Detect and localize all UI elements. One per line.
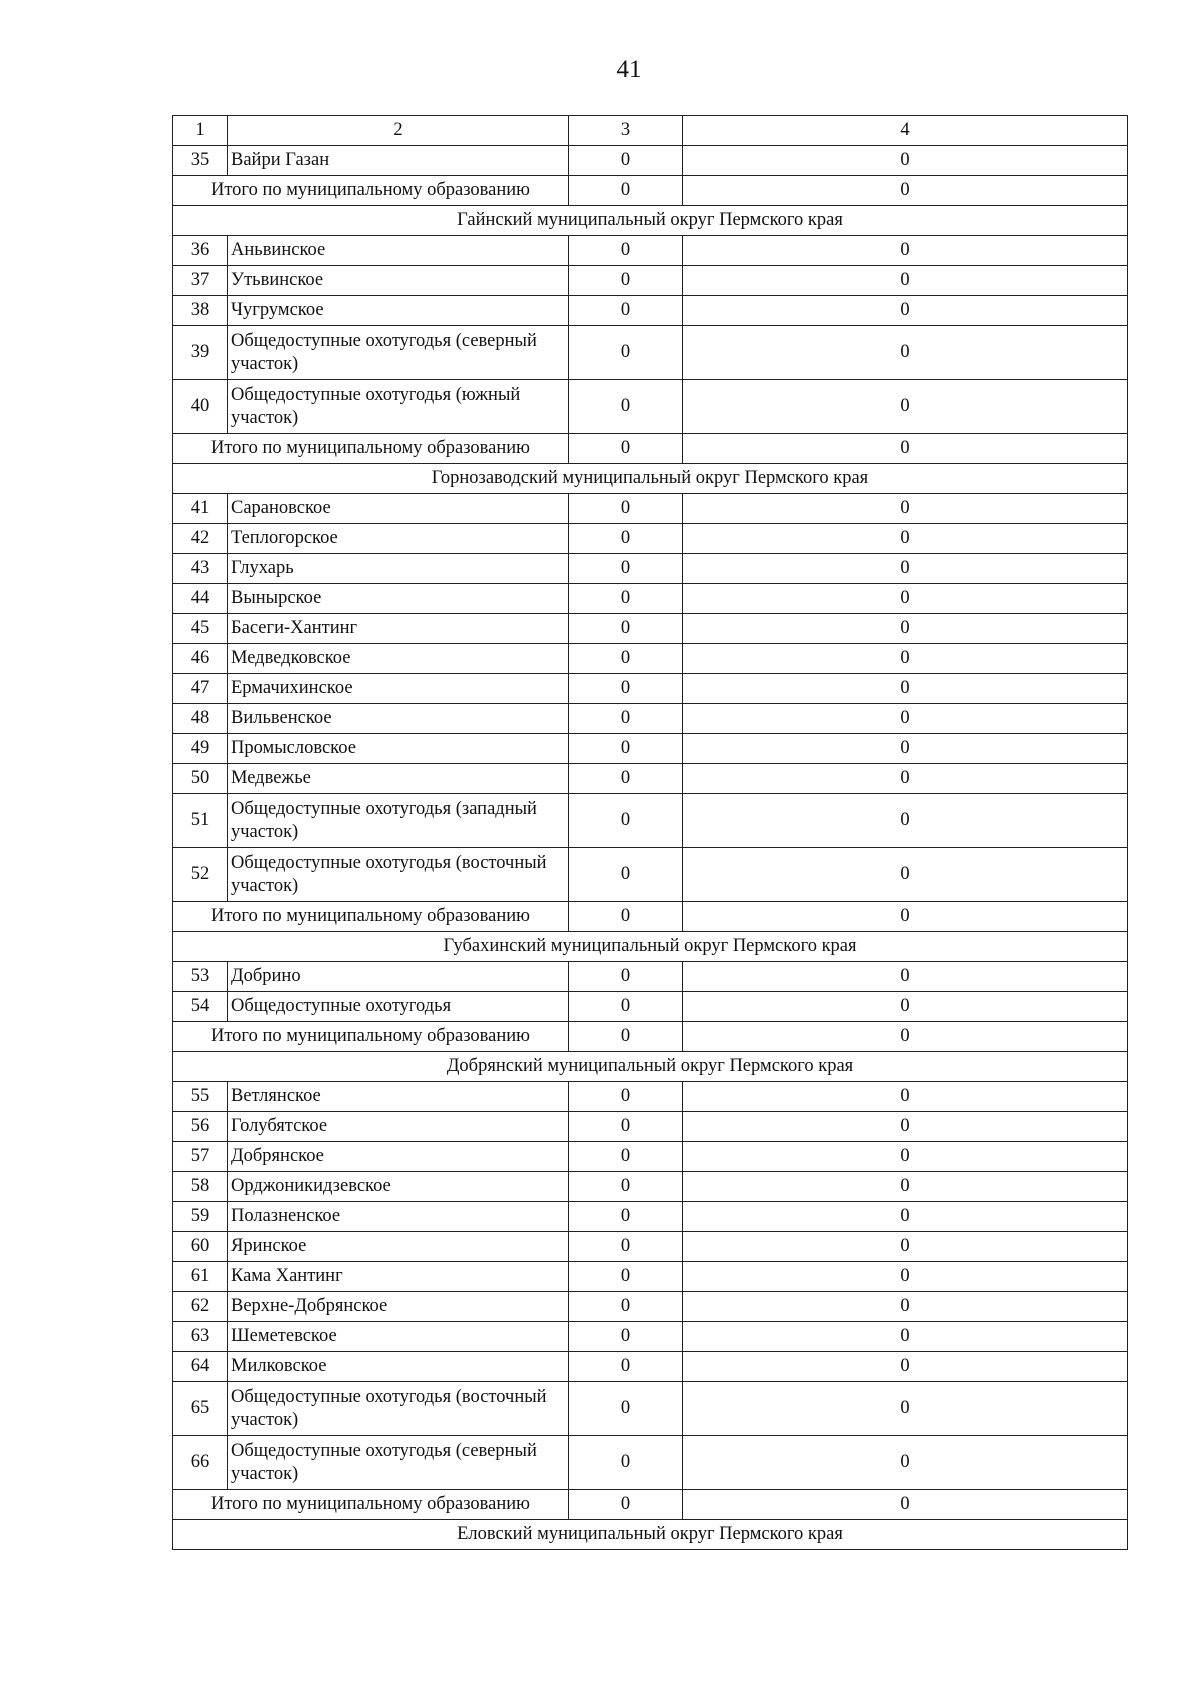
table-row (173, 554, 1128, 584)
row-value-col3: 0 (569, 764, 683, 794)
row-value-col3: 0 (569, 848, 683, 902)
row-value-col4: 0 (683, 704, 1128, 734)
header-col-2: 2 (228, 116, 569, 146)
table-row (173, 992, 1128, 1022)
row-name: Сарановское (228, 494, 569, 524)
row-value-col3: 0 (569, 1322, 683, 1352)
row-number: 49 (173, 734, 228, 764)
row-value-col3: 0 (569, 494, 683, 524)
row-name: Аньвинское (228, 236, 569, 266)
table-row (173, 764, 1128, 794)
row-number: 63 (173, 1322, 228, 1352)
row-value-col3: 0 (569, 1172, 683, 1202)
row-name: Ветлянское (228, 1082, 569, 1112)
table-row (173, 614, 1128, 644)
row-value-col4: 0 (683, 554, 1128, 584)
row-value-col4: 0 (683, 794, 1128, 848)
row-name: Медведковское (228, 644, 569, 674)
row-value-col3: 0 (569, 326, 683, 380)
row-value-col4: 0 (683, 1352, 1128, 1382)
row-value-col4: 0 (683, 1382, 1128, 1436)
section-title: Горнозаводский муниципальный округ Пермского края (173, 464, 1128, 494)
table-row (173, 674, 1128, 704)
hunting-grounds-table (172, 115, 1128, 1550)
row-number: 41 (173, 494, 228, 524)
row-value-col3: 0 (569, 1142, 683, 1172)
total-value-col4: 0 (683, 434, 1128, 464)
row-number: 46 (173, 644, 228, 674)
row-number: 60 (173, 1232, 228, 1262)
row-name: Глухарь (228, 554, 569, 584)
row-value-col3: 0 (569, 734, 683, 764)
total-value-col3: 0 (569, 1022, 683, 1052)
row-value-col3: 0 (569, 146, 683, 176)
row-name: Кама Хантинг (228, 1262, 569, 1292)
row-number: 58 (173, 1172, 228, 1202)
row-name: Общедоступные охотугодья (228, 992, 569, 1022)
row-name: Вынырское (228, 584, 569, 614)
header-col-4: 4 (683, 116, 1128, 146)
row-value-col3: 0 (569, 1352, 683, 1382)
row-value-col4: 0 (683, 1172, 1128, 1202)
row-value-col4: 0 (683, 614, 1128, 644)
table-row (173, 1172, 1128, 1202)
row-name: Промысловское (228, 734, 569, 764)
row-value-col4: 0 (683, 236, 1128, 266)
total-label: Итого по муниципальному образованию (173, 434, 569, 464)
row-number: 40 (173, 380, 228, 434)
row-number: 53 (173, 962, 228, 992)
row-value-col3: 0 (569, 236, 683, 266)
table-row (173, 1262, 1128, 1292)
row-value-col4: 0 (683, 734, 1128, 764)
row-value-col4: 0 (683, 146, 1128, 176)
table-row (173, 1436, 1128, 1490)
row-value-col4: 0 (683, 1436, 1128, 1490)
row-number: 56 (173, 1112, 228, 1142)
table-row (173, 1202, 1128, 1232)
total-value-col4: 0 (683, 1022, 1128, 1052)
table-row (173, 1112, 1128, 1142)
row-value-col4: 0 (683, 1202, 1128, 1232)
table-row (173, 794, 1128, 848)
total-value-col3: 0 (569, 434, 683, 464)
row-value-col4: 0 (683, 524, 1128, 554)
section-header-row (173, 464, 1128, 494)
row-value-col4: 0 (683, 296, 1128, 326)
row-number: 44 (173, 584, 228, 614)
row-number: 36 (173, 236, 228, 266)
row-name: Общедоступные охотугодья (западный участок) (228, 794, 569, 848)
total-label: Итого по муниципальному образованию (173, 1490, 569, 1520)
row-number: 47 (173, 674, 228, 704)
row-value-col3: 0 (569, 704, 683, 734)
row-number: 35 (173, 146, 228, 176)
row-name: Чугрумское (228, 296, 569, 326)
table-body (173, 116, 1128, 1550)
total-value-col4: 0 (683, 176, 1128, 206)
row-name: Общедоступные охотугодья (восточный участок) (228, 1382, 569, 1436)
row-name: Медвежье (228, 764, 569, 794)
row-name: Вайри Газан (228, 146, 569, 176)
total-row (173, 434, 1128, 464)
row-value-col3: 0 (569, 524, 683, 554)
table-row (173, 1142, 1128, 1172)
table-row (173, 704, 1128, 734)
total-label: Итого по муниципальному образованию (173, 176, 569, 206)
row-value-col3: 0 (569, 1436, 683, 1490)
total-row (173, 1490, 1128, 1520)
row-name: Голубятское (228, 1112, 569, 1142)
row-value-col3: 0 (569, 554, 683, 584)
row-number: 64 (173, 1352, 228, 1382)
row-value-col3: 0 (569, 1292, 683, 1322)
table-row (173, 266, 1128, 296)
row-name: Утьвинское (228, 266, 569, 296)
row-number: 59 (173, 1202, 228, 1232)
row-value-col3: 0 (569, 794, 683, 848)
section-header-row (173, 206, 1128, 236)
section-title: Добрянский муниципальный округ Пермского края (173, 1052, 1128, 1082)
row-number: 45 (173, 614, 228, 644)
total-row (173, 902, 1128, 932)
row-value-col4: 0 (683, 992, 1128, 1022)
row-number: 42 (173, 524, 228, 554)
section-title: Еловский муниципальный округ Пермского края (173, 1520, 1128, 1550)
table-header-row (173, 116, 1128, 146)
row-value-col4: 0 (683, 674, 1128, 704)
row-value-col4: 0 (683, 494, 1128, 524)
section-title: Гайнский муниципальный округ Пермского края (173, 206, 1128, 236)
table-row (173, 734, 1128, 764)
section-header-row (173, 1052, 1128, 1082)
row-value-col4: 0 (683, 584, 1128, 614)
total-value-col3: 0 (569, 176, 683, 206)
row-value-col3: 0 (569, 266, 683, 296)
row-name: Ермачихинское (228, 674, 569, 704)
row-name: Теплогорское (228, 524, 569, 554)
section-title: Губахинский муниципальный округ Пермского края (173, 932, 1128, 962)
row-number: 61 (173, 1262, 228, 1292)
row-value-col3: 0 (569, 674, 683, 704)
row-value-col3: 0 (569, 1112, 683, 1142)
row-number: 54 (173, 992, 228, 1022)
row-number: 39 (173, 326, 228, 380)
row-number: 38 (173, 296, 228, 326)
row-name: Общедоступные охотугодья (восточный участок) (228, 848, 569, 902)
table-row (173, 494, 1128, 524)
table-row (173, 524, 1128, 554)
row-value-col4: 0 (683, 1082, 1128, 1112)
row-value-col3: 0 (569, 962, 683, 992)
table-row (173, 236, 1128, 266)
row-value-col4: 0 (683, 764, 1128, 794)
row-number: 66 (173, 1436, 228, 1490)
row-number: 50 (173, 764, 228, 794)
total-label: Итого по муниципальному образованию (173, 902, 569, 932)
table-row (173, 1232, 1128, 1262)
total-value-col4: 0 (683, 902, 1128, 932)
page-number: 41 (616, 56, 642, 83)
row-value-col3: 0 (569, 644, 683, 674)
row-name: Добрянское (228, 1142, 569, 1172)
table-row (173, 584, 1128, 614)
row-number: 55 (173, 1082, 228, 1112)
row-number: 62 (173, 1292, 228, 1322)
row-value-col4: 0 (683, 266, 1128, 296)
total-row (173, 176, 1128, 206)
row-value-col4: 0 (683, 326, 1128, 380)
row-value-col3: 0 (569, 614, 683, 644)
row-value-col3: 0 (569, 1232, 683, 1262)
row-value-col4: 0 (683, 848, 1128, 902)
table-row (173, 962, 1128, 992)
row-number: 48 (173, 704, 228, 734)
row-value-col3: 0 (569, 1382, 683, 1436)
row-value-col4: 0 (683, 644, 1128, 674)
table-row (173, 848, 1128, 902)
total-label: Итого по муниципальному образованию (173, 1022, 569, 1052)
row-value-col3: 0 (569, 1262, 683, 1292)
table-row (173, 296, 1128, 326)
table-row (173, 1322, 1128, 1352)
row-value-col3: 0 (569, 1202, 683, 1232)
row-name: Полазненское (228, 1202, 569, 1232)
row-number: 37 (173, 266, 228, 296)
total-row (173, 1022, 1128, 1052)
row-value-col4: 0 (683, 1112, 1128, 1142)
row-name: Вильвенское (228, 704, 569, 734)
row-number: 51 (173, 794, 228, 848)
table-row (173, 644, 1128, 674)
row-name: Орджоникидзевское (228, 1172, 569, 1202)
section-header-row (173, 932, 1128, 962)
total-value-col3: 0 (569, 1490, 683, 1520)
row-name: Милковское (228, 1352, 569, 1382)
row-name: Общедоступные охотугодья (северный участок) (228, 1436, 569, 1490)
row-value-col3: 0 (569, 380, 683, 434)
row-value-col4: 0 (683, 962, 1128, 992)
section-header-row (173, 1520, 1128, 1550)
header-col-3: 3 (569, 116, 683, 146)
row-name: Басеги-Хантинг (228, 614, 569, 644)
row-value-col3: 0 (569, 584, 683, 614)
row-value-col4: 0 (683, 1292, 1128, 1322)
table-row (173, 1082, 1128, 1112)
row-value-col4: 0 (683, 380, 1128, 434)
row-number: 65 (173, 1382, 228, 1436)
total-value-col3: 0 (569, 902, 683, 932)
total-value-col4: 0 (683, 1490, 1128, 1520)
row-value-col4: 0 (683, 1322, 1128, 1352)
row-number: 52 (173, 848, 228, 902)
row-name: Верхне-Добрянское (228, 1292, 569, 1322)
row-number: 57 (173, 1142, 228, 1172)
row-value-col4: 0 (683, 1262, 1128, 1292)
table-row (173, 326, 1128, 380)
row-name: Добрино (228, 962, 569, 992)
row-name: Яринское (228, 1232, 569, 1262)
row-value-col4: 0 (683, 1142, 1128, 1172)
row-value-col3: 0 (569, 1082, 683, 1112)
table-row (173, 380, 1128, 434)
table-row (173, 1382, 1128, 1436)
table-row (173, 1292, 1128, 1322)
table-row (173, 146, 1128, 176)
row-name: Шеметевское (228, 1322, 569, 1352)
row-value-col3: 0 (569, 992, 683, 1022)
table-row (173, 1352, 1128, 1382)
row-value-col3: 0 (569, 296, 683, 326)
header-col-1: 1 (173, 116, 228, 146)
row-number: 43 (173, 554, 228, 584)
row-name: Общедоступные охотугодья (северный участок) (228, 326, 569, 380)
row-name: Общедоступные охотугодья (южный участок) (228, 380, 569, 434)
row-value-col4: 0 (683, 1232, 1128, 1262)
